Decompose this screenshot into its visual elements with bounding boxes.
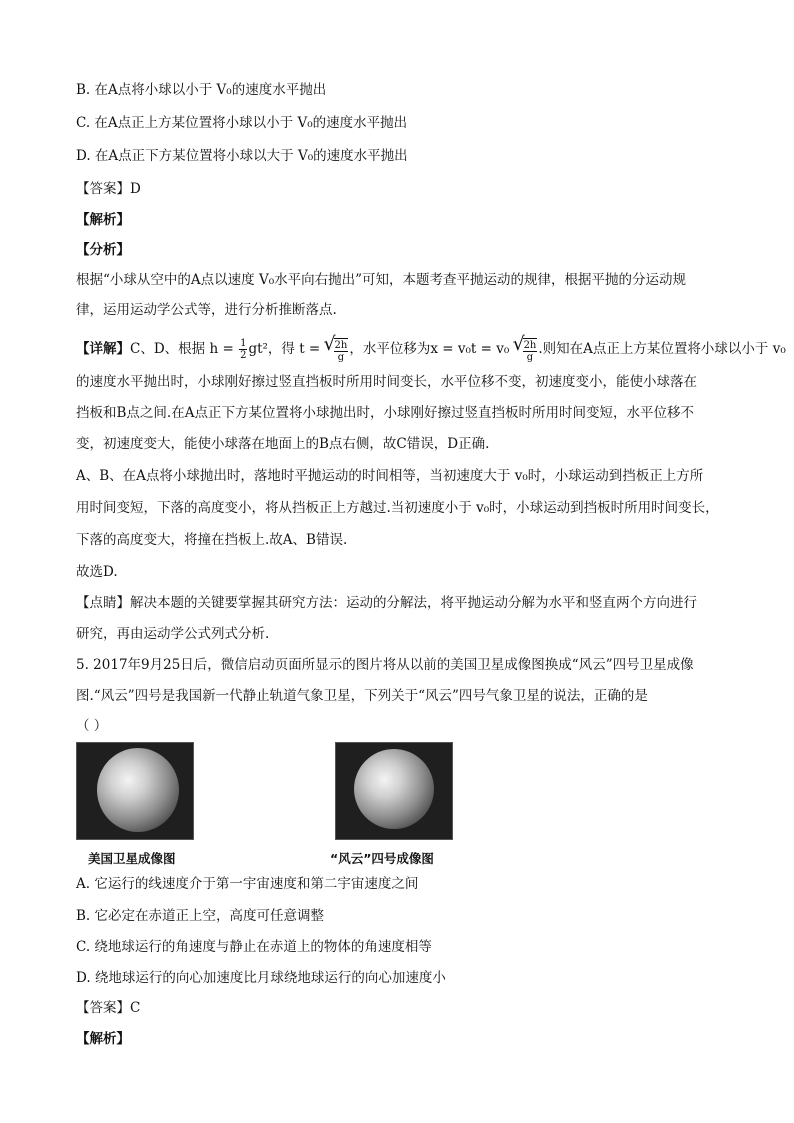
choose-line: 故选D. [76, 564, 118, 580]
caption-fengyun: “风云”四号成像图 [330, 851, 434, 866]
us-satellite-image [76, 742, 194, 840]
sqrt-2h-over-g: √ $\frac{2h}{g}$ [325, 333, 350, 367]
earth-globe-icon [354, 749, 434, 829]
ab-line2: 用时间变短，下落的高度变小，将从挡板正上方越过.当初速度小于 v₀时，小球运动到挡板时所用时间变长， [76, 500, 719, 516]
one-half-fraction: $\frac{1}{2}$ [240, 338, 247, 361]
detail-part3: ，水平位移为 [349, 341, 431, 357]
q5-line1: 5. 2017年9月25日后，微信启动页面所显示的图片将从以前的美国卫星成像图换成“风云”四号卫星成像 [76, 657, 694, 673]
detail-line2: 的速度水平抛出时，小球刚好擦过竖直挡板时所用时间变长，水平位移不变，初速度变小，能使小球落在 [76, 374, 697, 390]
comment-line2: 研究，再由运动学公式列式分析. [76, 626, 270, 642]
sqrt-2h-over-g-2: √ $\frac{2h}{g}$ [514, 333, 539, 367]
caption-us-satellite: 美国卫星成像图 [88, 851, 176, 866]
fenxi-line2: 律，运用运动学公式等，进行分析推断落点. [76, 302, 337, 318]
ab-line3: 下落的高度变大，将撞在挡板上.故A、B错误. [76, 532, 348, 548]
q5-option-c: C. 绕地球运行的角速度与静止在赤道上的物体的角速度相等 [76, 939, 432, 955]
fenxi-line1: 根据“小球从空中的A点以速度 V₀水平向右抛出”可知，本题考查平抛运动的规律，根据平抛的分运动规 [76, 272, 687, 288]
detail-line4: 变，初速度变大，能使小球落在地面上的B点右侧，故C错误，D正确. [76, 436, 490, 452]
detail-part2: ，得 [267, 341, 295, 357]
detail-line3: 挡板和B点之间.在A点正下方某位置将小球抛出时，小球刚好擦过竖直挡板时所用时间变短，水平位移不 [76, 405, 694, 421]
option-d-prev: D. 在A点正下方某位置将小球以大于 V₀的速度水平抛出 [76, 148, 408, 164]
t-equation: t = [299, 341, 321, 357]
q5-analysis-heading: 【解析】 [76, 1031, 130, 1047]
detail-label: 【详解】 [76, 341, 130, 357]
detail-formula-line [76, 332, 786, 367]
fengyun-satellite-image [335, 742, 453, 840]
q5-option-d: D. 绕地球运行的向心加速度比月球绕地球运行的向心加速度小 [76, 970, 446, 986]
detail-part1: C、D、根据 [130, 341, 206, 357]
earth-globe-icon [97, 748, 179, 832]
x-equation: x = v₀t = v₀ [430, 341, 510, 357]
detail-part4: .则知在A点正上方某位置将小球以小于 v₀ [538, 341, 786, 357]
h-equation: h = [209, 341, 234, 357]
q5-answer: 【答案】C [76, 1000, 141, 1016]
q5-option-a: A. 它运行的线速度介于第一宇宙速度和第二宇宙速度之间 [76, 876, 419, 892]
ab-line1: A、B、在A点将小球抛出时，落地时平抛运动的时间相等，当初速度大于 v₀时，小球运动到挡板正上方所 [76, 468, 704, 484]
comment-line1: 【点睛】解决本题的关键要掌握其研究方法：运动的分解法，将平抛运动分解为水平和竖直两个方向进行 [76, 595, 697, 611]
option-c-prev: C. 在A点正上方某位置将小球以小于 V₀的速度水平抛出 [76, 115, 408, 131]
gt-squared: gt² [248, 341, 268, 357]
answer-prev: 【答案】D [76, 181, 141, 197]
option-b-prev: B. 在A点将小球以小于 V₀的速度水平抛出 [76, 82, 327, 98]
q5-blank: （ ） [76, 718, 108, 734]
fenxi-heading: 【分析】 [76, 242, 130, 258]
analysis-heading: 【解析】 [76, 212, 130, 228]
q5-line2: 图.“风云”四号是我国新一代静止轨道气象卫星，下列关于“风云”四号气象卫星的说法，正确的是 [76, 688, 648, 704]
q5-option-b: B. 它必定在赤道正上空，高度可任意调整 [76, 908, 325, 924]
